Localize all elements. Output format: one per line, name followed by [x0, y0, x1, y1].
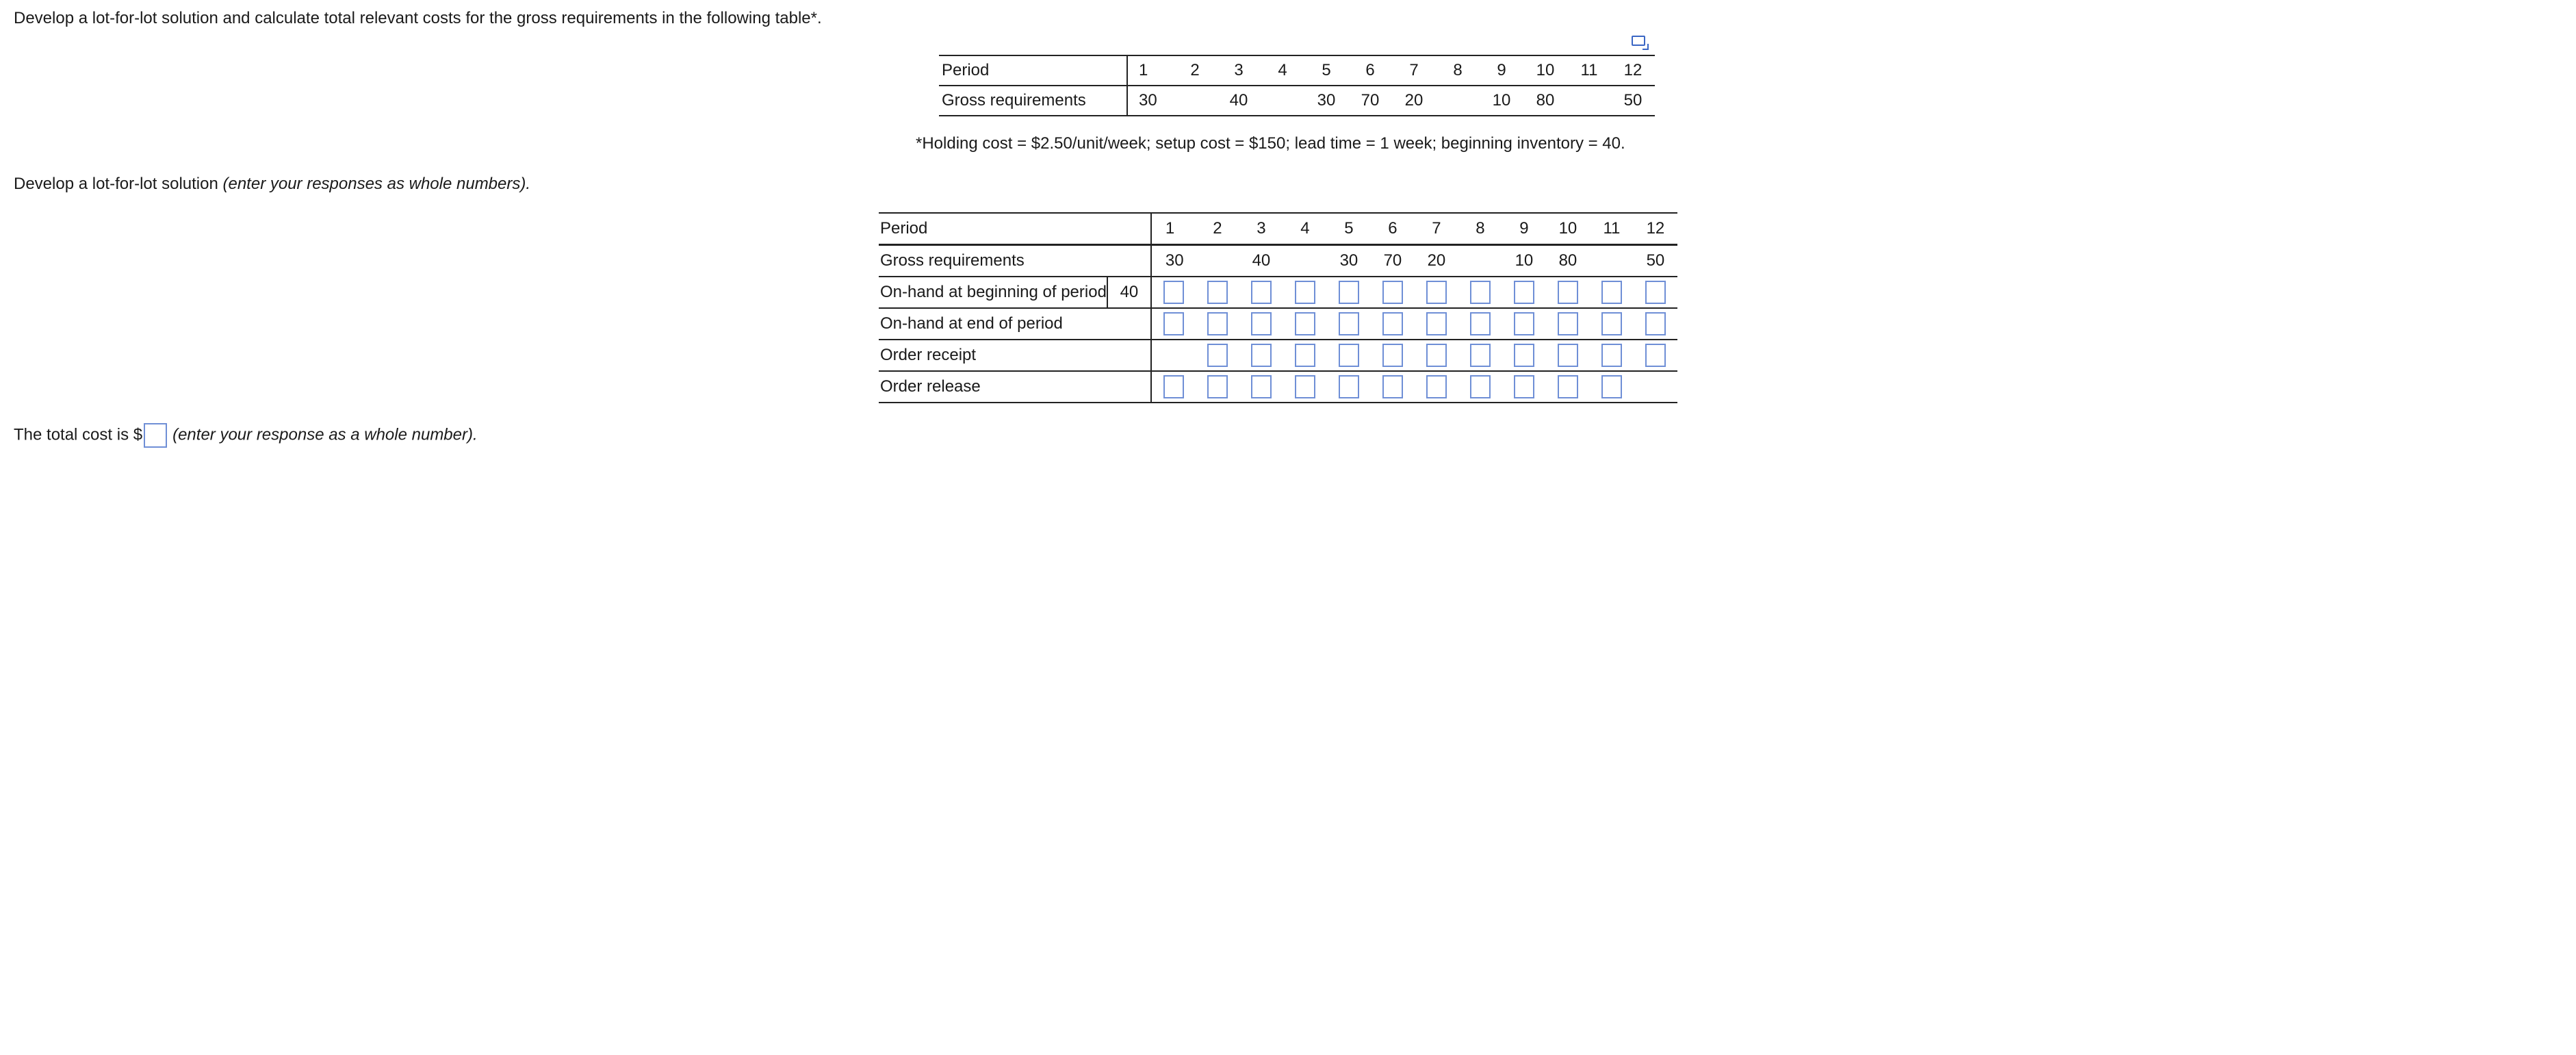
answer-cell — [1196, 277, 1239, 308]
answer-cell — [1371, 371, 1415, 403]
answer-cell — [1283, 277, 1327, 308]
total-cost-input[interactable] — [144, 423, 167, 448]
answer-cell — [1634, 277, 1677, 308]
order-release-input-2[interactable] — [1207, 375, 1228, 398]
order-receipt-input-4[interactable] — [1295, 344, 1315, 367]
onhand-begin-input-12[interactable] — [1645, 281, 1666, 304]
answer-cell — [1590, 371, 1634, 403]
answer-cell — [1590, 340, 1634, 371]
order-receipt-label: Order receipt — [879, 340, 1151, 371]
table-row — [879, 245, 1677, 277]
gross-requirements-label: Gross requirements — [939, 86, 1127, 116]
onhand-begin-label: On-hand at beginning of period — [879, 277, 1107, 308]
answer-cell — [1415, 277, 1458, 308]
period-cell: 1 — [1127, 55, 1173, 86]
answer-cell — [1283, 308, 1327, 340]
instruction-prefix: Develop a lot-for-lot solution — [14, 175, 223, 193]
answer-cell — [1239, 340, 1283, 371]
order-receipt-input-6[interactable] — [1382, 344, 1403, 367]
gross-cell: 30 — [1151, 245, 1196, 277]
answer-cell — [1458, 277, 1502, 308]
period-cell: 9 — [1502, 213, 1546, 245]
onhand-end-input-1[interactable] — [1163, 312, 1184, 335]
period-cell: 8 — [1458, 213, 1502, 245]
order-receipt-input-11[interactable] — [1601, 344, 1622, 367]
onhand-begin-input-7[interactable] — [1426, 281, 1447, 304]
gross-cell: 10 — [1502, 245, 1546, 277]
period-cell: 6 — [1371, 213, 1415, 245]
lot-for-lot-table — [879, 212, 1677, 403]
answer-cell — [1196, 371, 1239, 403]
onhand-end-input-9[interactable] — [1514, 312, 1534, 335]
onhand-end-input-10[interactable] — [1558, 312, 1578, 335]
answer-cell — [1151, 371, 1196, 403]
copy-icon[interactable] — [1632, 36, 1645, 46]
answer-cell — [1415, 308, 1458, 340]
onhand-end-input-11[interactable] — [1601, 312, 1622, 335]
answer-cell — [1371, 308, 1415, 340]
order-receipt-input-2[interactable] — [1207, 344, 1228, 367]
onhand-begin-input-8[interactable] — [1470, 281, 1491, 304]
total-suffix: (enter your response as a whole number). — [172, 425, 478, 444]
onhand-begin-input-5[interactable] — [1339, 281, 1359, 304]
period-cell: 11 — [1590, 213, 1634, 245]
period-cell: 7 — [1415, 213, 1458, 245]
order-release-input-9[interactable] — [1514, 375, 1534, 398]
gross-cell: 30 — [1327, 245, 1371, 277]
onhand-begin-input-1[interactable] — [1163, 281, 1184, 304]
gross-cell — [1173, 86, 1217, 116]
answer-cell — [1634, 340, 1677, 371]
period-cell: 2 — [1173, 55, 1217, 86]
order-release-input-3[interactable] — [1251, 375, 1272, 398]
answer-cell — [1546, 308, 1590, 340]
period-label: Period — [939, 55, 1127, 86]
order-receipt-input-9[interactable] — [1514, 344, 1534, 367]
onhand-end-input-12[interactable] — [1645, 312, 1666, 335]
order-receipt-input-5[interactable] — [1339, 344, 1359, 367]
onhand-end-label: On-hand at end of period — [879, 308, 1151, 340]
intro-text: Develop a lot-for-lot solution and calculate total relevant costs for the gross requirements in the following table*. — [14, 9, 822, 27]
onhand-end-input-2[interactable] — [1207, 312, 1228, 335]
period-cell: 4 — [1261, 55, 1304, 86]
answer-cell — [1458, 340, 1502, 371]
total-prefix: The total cost is $ — [14, 425, 143, 444]
answer-cell — [1327, 308, 1371, 340]
gross-cell: 10 — [1480, 86, 1523, 116]
table-row — [879, 277, 1677, 308]
gross-cell — [1283, 245, 1327, 277]
onhand-end-input-3[interactable] — [1251, 312, 1272, 335]
gross-cell: 30 — [1304, 86, 1348, 116]
period-cell: 12 — [1611, 55, 1655, 86]
gross-cell: 70 — [1371, 245, 1415, 277]
order-release-input-6[interactable] — [1382, 375, 1403, 398]
period-cell: 10 — [1546, 213, 1590, 245]
gross-cell: 50 — [1634, 245, 1677, 277]
period-cell: 10 — [1523, 55, 1567, 86]
order-release-input-10[interactable] — [1558, 375, 1578, 398]
period-cell: 1 — [1151, 213, 1196, 245]
empty-cell — [1634, 371, 1677, 403]
answer-cell — [1546, 371, 1590, 403]
gross-cell — [1567, 86, 1611, 116]
gross-cell — [1196, 245, 1239, 277]
period-cell: 8 — [1436, 55, 1480, 86]
answer-cell — [1546, 277, 1590, 308]
period-cell: 3 — [1217, 55, 1261, 86]
answer-cell — [1634, 308, 1677, 340]
period-cell: 12 — [1634, 213, 1677, 245]
answer-cell — [1327, 371, 1371, 403]
gross-cell — [1590, 245, 1634, 277]
table-row — [939, 86, 1655, 116]
order-release-input-4[interactable] — [1295, 375, 1315, 398]
order-receipt-input-10[interactable] — [1558, 344, 1578, 367]
period-cell: 6 — [1348, 55, 1392, 86]
gross-requirements-label: Gross requirements — [879, 245, 1151, 277]
gross-cell: 20 — [1415, 245, 1458, 277]
answer-cell — [1590, 277, 1634, 308]
answer-cell — [1283, 371, 1327, 403]
answer-cell — [1590, 308, 1634, 340]
gross-cell: 20 — [1392, 86, 1436, 116]
answer-cell — [1196, 308, 1239, 340]
gross-cell: 80 — [1523, 86, 1567, 116]
instruction-text — [14, 175, 530, 194]
answer-cell — [1151, 308, 1196, 340]
period-label: Period — [879, 213, 1151, 245]
order-receipt-input-8[interactable] — [1470, 344, 1491, 367]
answer-cell — [1502, 308, 1546, 340]
order-release-label: Order release — [879, 371, 1151, 403]
answer-cell — [1239, 308, 1283, 340]
answer-cell — [1502, 277, 1546, 308]
answer-cell — [1151, 277, 1196, 308]
onhand-begin-input-10[interactable] — [1558, 281, 1578, 304]
answer-cell — [1239, 371, 1283, 403]
order-receipt-input-7[interactable] — [1426, 344, 1447, 367]
table-row — [879, 308, 1677, 340]
table-row — [879, 213, 1677, 245]
table-row — [879, 340, 1677, 371]
answer-cell — [1458, 371, 1502, 403]
answer-cell — [1458, 308, 1502, 340]
answer-cell — [1327, 277, 1371, 308]
instruction-italic: (enter your responses as whole numbers). — [222, 175, 531, 193]
footnote: *Holding cost = $2.50/unit/week; setup cost = $150; lead time = 1 week; beginning inventory = 40. — [916, 134, 1625, 153]
gross-cell: 40 — [1217, 86, 1261, 116]
gross-cell: 80 — [1546, 245, 1590, 277]
onhand-begin-initial: 40 — [1107, 277, 1151, 308]
order-release-input-11[interactable] — [1601, 375, 1622, 398]
onhand-end-input-7[interactable] — [1426, 312, 1447, 335]
order-release-input-5[interactable] — [1339, 375, 1359, 398]
onhand-begin-input-9[interactable] — [1514, 281, 1534, 304]
answer-cell — [1283, 340, 1327, 371]
onhand-end-input-4[interactable] — [1295, 312, 1315, 335]
gross-cell: 70 — [1348, 86, 1392, 116]
gross-cell — [1261, 86, 1304, 116]
onhand-end-input-5[interactable] — [1339, 312, 1359, 335]
gross-cell: 40 — [1239, 245, 1283, 277]
answer-cell — [1371, 340, 1415, 371]
total-cost-line — [14, 423, 478, 448]
period-cell: 3 — [1239, 213, 1283, 245]
onhand-begin-input-11[interactable] — [1601, 281, 1622, 304]
period-cell: 5 — [1304, 55, 1348, 86]
onhand-begin-input-4[interactable] — [1295, 281, 1315, 304]
period-cell: 9 — [1480, 55, 1523, 86]
period-cell: 4 — [1283, 213, 1327, 245]
answer-cell — [1415, 371, 1458, 403]
answer-cell — [1239, 277, 1283, 308]
gross-cell — [1458, 245, 1502, 277]
gross-cell — [1436, 86, 1480, 116]
period-cell: 11 — [1567, 55, 1611, 86]
answer-cell — [1196, 340, 1239, 371]
answer-cell — [1371, 277, 1415, 308]
answer-cell — [1502, 340, 1546, 371]
order-release-input-7[interactable] — [1426, 375, 1447, 398]
answer-cell — [1502, 371, 1546, 403]
table-row — [939, 55, 1655, 86]
onhand-end-input-8[interactable] — [1470, 312, 1491, 335]
gross-cell: 30 — [1127, 86, 1173, 116]
answer-cell — [1546, 340, 1590, 371]
order-release-input-8[interactable] — [1470, 375, 1491, 398]
table-row — [879, 371, 1677, 403]
empty-cell — [1151, 340, 1196, 371]
order-release-input-1[interactable] — [1163, 375, 1184, 398]
onhand-begin-input-3[interactable] — [1251, 281, 1272, 304]
answer-cell — [1327, 340, 1371, 371]
order-receipt-input-3[interactable] — [1251, 344, 1272, 367]
onhand-begin-input-2[interactable] — [1207, 281, 1228, 304]
order-receipt-input-12[interactable] — [1645, 344, 1666, 367]
period-cell: 7 — [1392, 55, 1436, 86]
gross-cell: 50 — [1611, 86, 1655, 116]
onhand-begin-input-6[interactable] — [1382, 281, 1403, 304]
given-requirements-table — [939, 55, 1655, 116]
onhand-end-input-6[interactable] — [1382, 312, 1403, 335]
answer-cell — [1415, 340, 1458, 371]
period-cell: 2 — [1196, 213, 1239, 245]
period-cell: 5 — [1327, 213, 1371, 245]
